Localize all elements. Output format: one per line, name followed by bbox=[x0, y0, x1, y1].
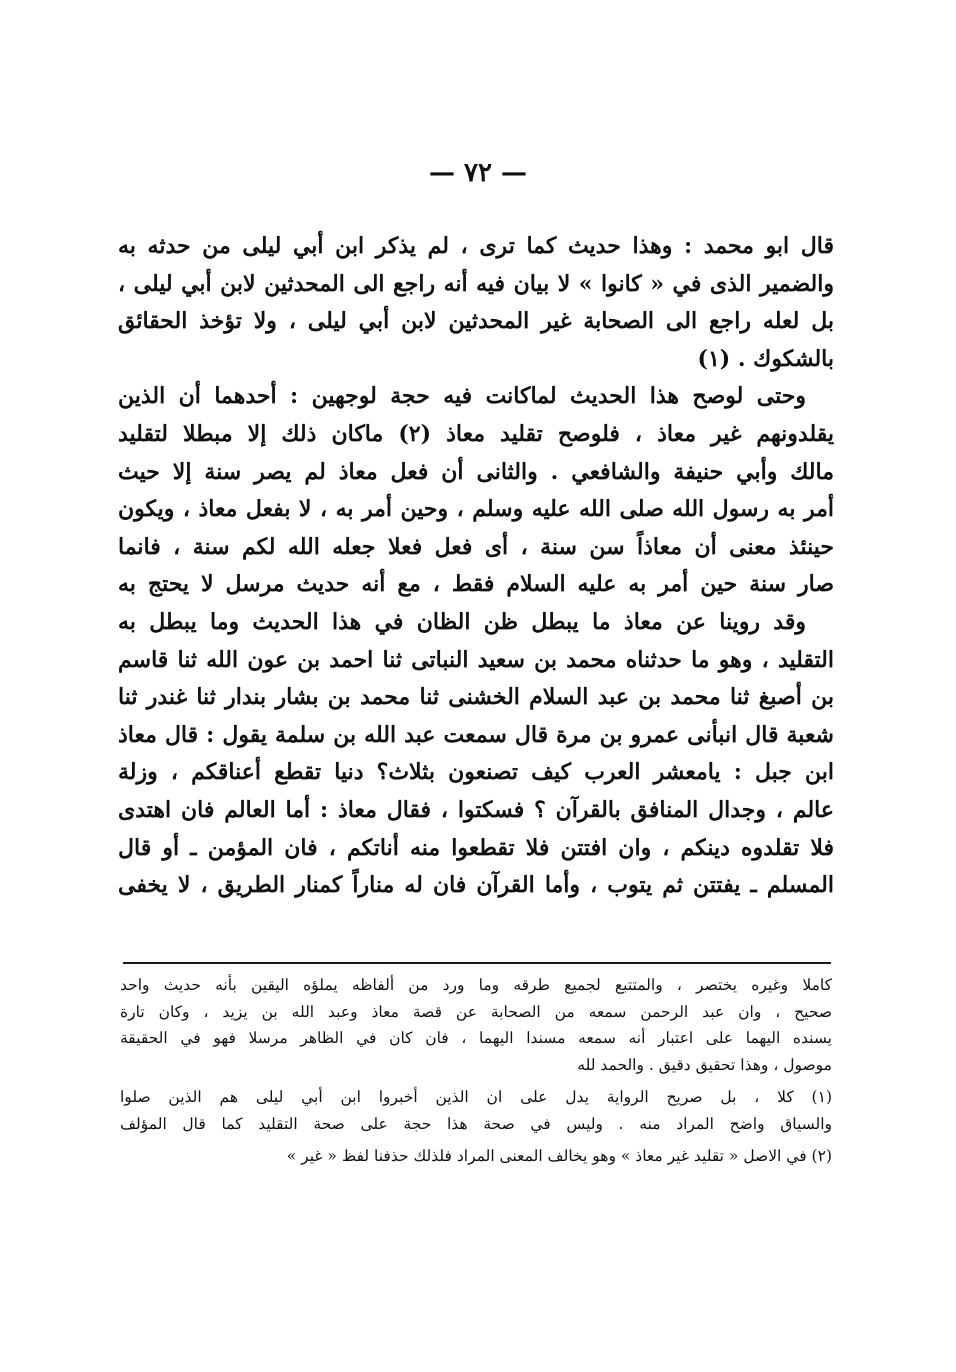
footnote-line: والسياق واضح المراد منه . وليس في صحة هذا حجة على صحة التقليد كما قال المؤلف bbox=[120, 1114, 832, 1133]
footnote-continuation bbox=[120, 972, 832, 1078]
footnote-line: (١) كلا ، بل صريح الرواية يدل على ان الذين أخبروا ابن أبي ليلى هم الذين صلوا bbox=[120, 1088, 832, 1106]
footnote-line: صحيح ، وان عبد الرحمن سمعه من الصحابة عن قصة معاذ وعبد الله بن يزيد ، وكان تارة bbox=[120, 1002, 832, 1021]
footnote-divider bbox=[123, 962, 831, 964]
text-line: عالم ، وجدال المنافق بالقرآن ؟ فسكتوا ، فقال معاذ : أما العالم فان اهتدى bbox=[118, 796, 834, 823]
text-line: أمر به رسول الله صلى الله عليه وسلم ، وحين أمر به ، لا بفعل معاذ ، ويكون bbox=[118, 496, 834, 523]
text-line: قال ابو محمد : وهذا حديث كما ترى ، لم يذكر ابن أبي ليلى من حدثه به bbox=[118, 233, 834, 259]
text-line: وقد روينا عن معاذ ما يبطل ظن الظان في هذا الحديث وما يبطل به bbox=[118, 608, 806, 635]
footnotes bbox=[120, 972, 832, 1176]
text-line: يقلدونهم غير معاذ ، فلوصح تقليد معاذ (٢) ماكان ذلك إلا مبطلا لتقليد bbox=[118, 420, 834, 447]
page-number: — ٧٢ — bbox=[428, 158, 528, 188]
text-line: بن أصبغ ثنا محمد بن عبد السلام الخشنى ثنا محمد بن بشار بندار ثنا غندر ثنا bbox=[118, 684, 834, 711]
footnote-line: موصول ، وهذا تحقيق دقيق . والحمد لله bbox=[577, 1055, 832, 1074]
footnote-1 bbox=[120, 1084, 832, 1137]
text-line: بل لعله راجع الى الصحابة غير المحدثين لابن أبي ليلى ، ولا تؤخذ الحقائق bbox=[118, 308, 834, 335]
text-line: صار سنة حين أمر به عليه السلام فقط ، مع أنه حديث مرسل لا يحتج به bbox=[118, 571, 834, 598]
text-line: المسلم ـ يفتتن ثم يتوب ، وأما القرآن فان له مناراً كمنار الطريق ، لا يخفى bbox=[118, 872, 834, 899]
footnote-2 bbox=[120, 1143, 832, 1170]
main-text bbox=[118, 228, 834, 905]
footnote-line: كاملا وغيره يختصر ، والمتتبع لجميع طرقه وما ورد من ألفاظه يملؤه اليقين بأنه حديث واحد bbox=[120, 976, 832, 994]
text-line: والضمير الذى في « كانوا » لا بيان فيه أنه راجع الى المحدثين لابن أبي ليلى ، bbox=[118, 270, 834, 297]
text-line: التقليد ، وهو ما حدثناه محمد بن سعيد النباتى ثنا احمد بن عون الله ثنا قاسم bbox=[118, 646, 834, 673]
text-line: شعبة قال انبأنى عمرو بن مرة قال سمعت عبد الله بن سلمة يقول : قال معاذ bbox=[118, 721, 834, 748]
text-line: فلا تقلدوه دينكم ، وان افتتن فلا تقطعوا منه أناتكم ، فان المؤمن ـ أو قال bbox=[118, 834, 834, 861]
footnote-line: يسنده اليهما على اعتبار أنه سمعه مسندا اليهما ، فان كان في الظاهر مرسلا فهو في الحقيقة bbox=[120, 1029, 832, 1047]
text-line: بالشكوك . (١) bbox=[697, 345, 834, 372]
text-line: مالك وأبي حنيفة والشافعي . والثانى أن فعل معاذ لم يصر سنة إلا حيث bbox=[118, 458, 834, 485]
text-line: حينئذ معنى أن معاذاً سن سنة ، أى فعل فعلا جعله الله لكم سنة ، فانما bbox=[118, 533, 834, 560]
footnote-line: (٢) في الاصل « تقليد غير معاذ » وهو يخالف المعنى المراد فلذلك حذفنا لفظ « غير » bbox=[286, 1147, 832, 1165]
text-line: وحتى لوصح هذا الحديث لماكانت فيه حجة لوجهين : أحدهما أن الذين bbox=[118, 383, 806, 410]
text-line: ابن جبل : يامعشر العرب كيف تصنعون بثلاث؟ دنيا تقطع أعناقكم ، وزلة bbox=[118, 759, 834, 786]
